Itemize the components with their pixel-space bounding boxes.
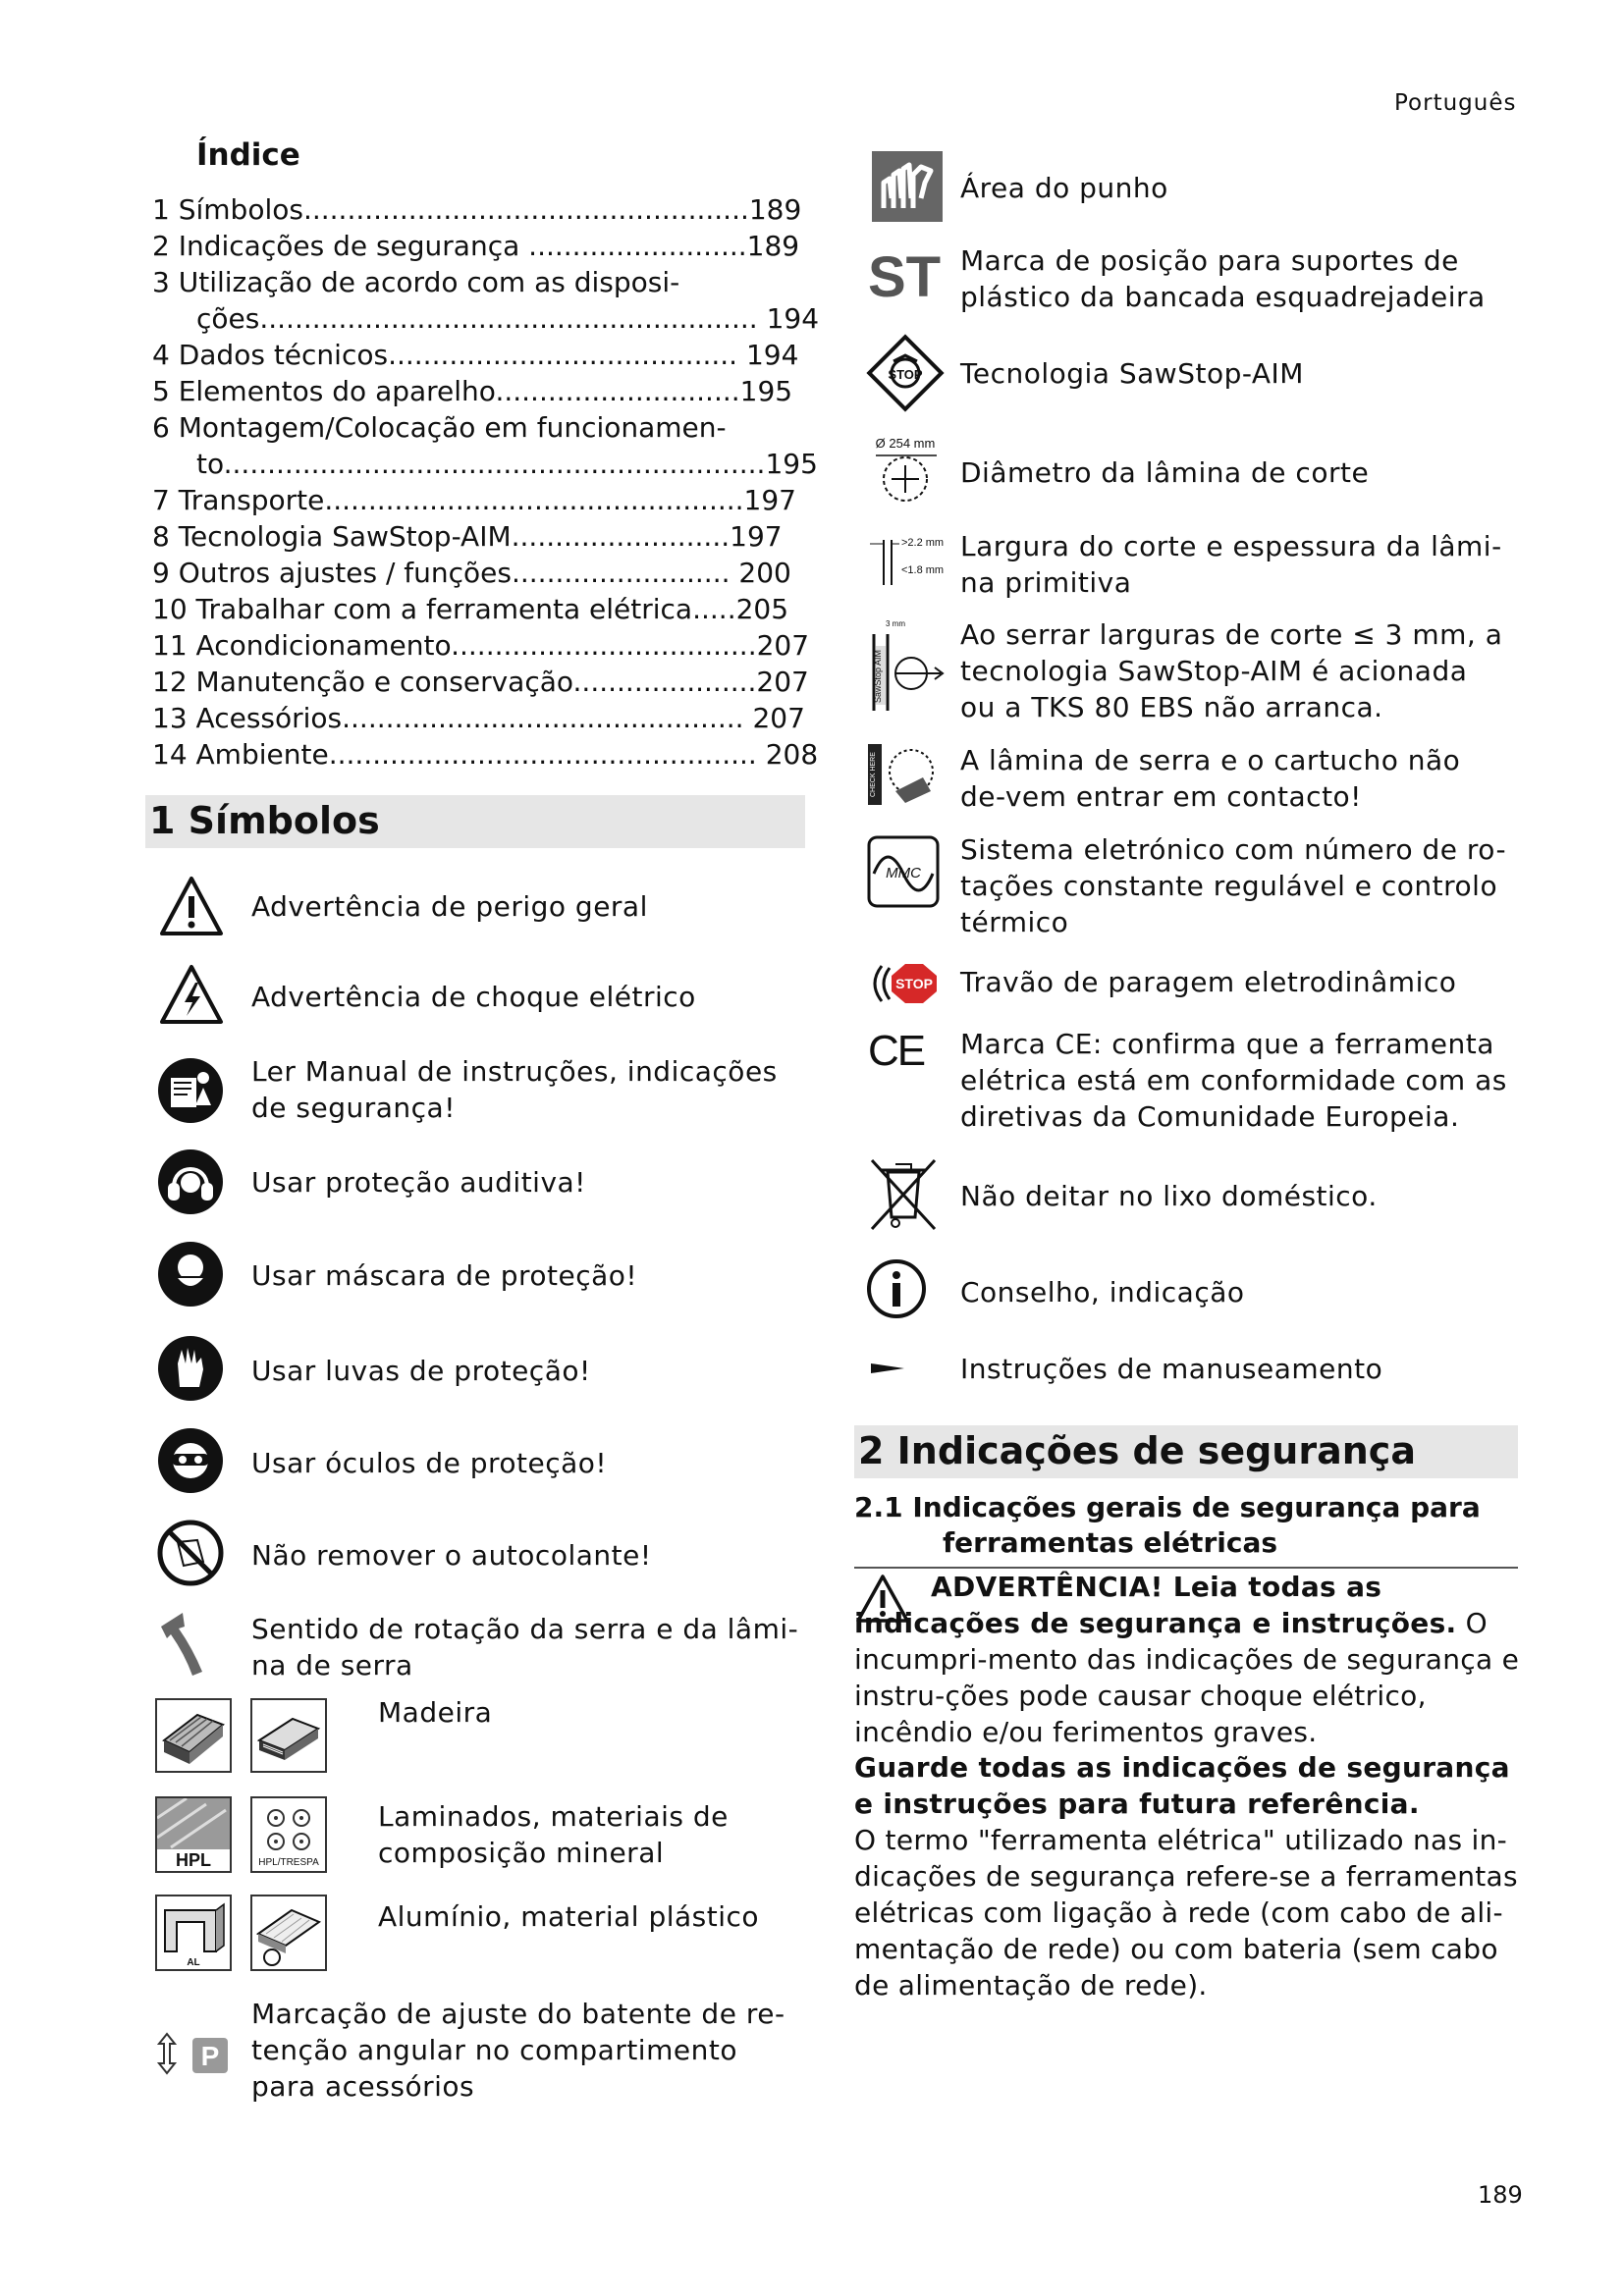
symbol-text: Madeira [378,1696,493,1729]
keep-instructions-text: Guarde todas as indicações de segurança e instruções para futura referência. [854,1751,1510,1820]
three-mm-label: 3 mm [886,619,905,628]
symbol-text: Ler Manual de instruções, indicações de segurança! [251,1055,778,1124]
brake-stop-icon [864,958,950,1009]
hpl-label: HPL [176,1850,211,1870]
aluminium-icon [155,1895,232,1971]
language-label: Português [1394,90,1517,116]
symbol-text: Não remover o autocolante! [251,1539,652,1572]
toc-entry[interactable]: 11 Acondicionamento...................................207 [152,629,810,662]
parking-marker-icon [155,2030,234,2079]
al-label: AL [187,1957,200,1968]
page-number: 189 [1478,2181,1523,2209]
ce-mark-icon: CE [868,1027,925,1075]
mmc-icon [866,834,941,909]
width-18-label: <1.8 mm [901,564,945,576]
symbol-text: Área do punho [960,172,1168,204]
symbol-text: Não deitar no lixo doméstico. [960,1180,1378,1212]
warning-paragraph [854,1569,1522,1750]
toc-entry[interactable]: to..............................................................195 [196,448,818,480]
symbol-text: Usar proteção auditiva! [251,1166,586,1199]
symbol-text: Laminados, materiais de composição mineral [378,1800,729,1869]
info-icon [866,1258,927,1319]
symbol-text: Marca CE: confirma que a ferramenta elétrica está em conformidade com as diretivas da Comunidade Europeia. [960,1028,1507,1133]
symbol-text: Marca de posição para suportes de plástico da bancada esquadrejadeira [960,244,1486,313]
toc-entry[interactable]: 2 Indicações de segurança .........................189 [152,230,800,262]
symbol-text: Advertência de choque elétrico [251,981,696,1013]
toc-entry[interactable]: 3 Utilização de acordo com as disposi- [152,266,680,298]
symbol-text: Diâmetro da lâmina de corte [960,456,1370,489]
symbol-text: Sistema eletrónico com número de ro-tações constante regulável e controlo térmico [960,833,1507,938]
plastic-icon [250,1895,327,1971]
ear-protection-icon [155,1147,226,1217]
electric-shock-icon [157,962,226,1027]
toc-entry[interactable]: 8 Tecnologia SawStop-AIM.........................197 [152,520,783,553]
toc-entry[interactable]: 4 Dados técnicos........................................ 194 [152,339,799,371]
toc-entry[interactable]: 1 Símbolos...................................................189 [152,193,802,226]
read-manual-icon [155,1055,226,1126]
symbol-text: Instruções de manuseamento [960,1353,1383,1385]
warning-bold-text: ADVERTÊNCIA! Leia todas as indicações de segurança e instruções. [854,1571,1457,1639]
table-of-contents [152,191,820,773]
wood-board-icon [250,1698,327,1773]
sawstop-aim-label: SawStop AIM [873,649,883,703]
brake-stop-label: STOP [895,976,933,991]
wood-icon [155,1698,232,1773]
narrow-cut-icon [866,616,947,719]
check-here-label: CHECK HERE [870,752,877,797]
goggles-icon [155,1425,226,1496]
section-2-heading: 2 Indicações de segurança [854,1425,1518,1478]
symbol-text: Usar máscara de proteção! [251,1259,638,1292]
hpl-trespa-icon [250,1796,327,1873]
warning-triangle-icon [157,874,226,938]
no-remove-sticker-icon [155,1518,226,1588]
section-1-heading: 1 Símbolos [145,795,805,848]
symbol-text: Advertência de perigo geral [251,890,648,923]
toc-entry[interactable]: 7 Transporte................................................197 [152,484,796,516]
symbol-text: Ao serrar larguras de corte ≤ 3 mm, a tecnologia SawStop-AIM é acionada ou a TKS 80 EBS não arranca. [960,618,1503,723]
stop-label: STOP [888,367,923,382]
dust-mask-icon [155,1239,226,1309]
toc-entry[interactable]: ções......................................................... 194 [196,302,820,335]
toc-entry[interactable]: 14 Ambiente................................................. 208 [152,738,819,771]
toc-entry[interactable]: 9 Outros ajustes / funções......................... 200 [152,557,791,589]
handling-arrow-icon [868,1359,907,1378]
subsection-title-line-2: ferramentas elétricas [943,1526,1278,1559]
toc-title: Índice [196,137,300,173]
gloves-icon [155,1333,226,1404]
width-22-label: >2.2 mm [901,537,945,549]
symbol-text: Usar luvas de proteção! [251,1355,591,1387]
symbol-text: Sentido de rotação da serra e da lâmi-na de serra [251,1613,799,1682]
symbol-text: A lâmina de serra e o cartucho não de-vem entrar em contacto! [960,744,1461,813]
rotation-arrow-icon [155,1608,214,1679]
symbol-text: Travão de paragem eletrodinâmico [960,966,1457,998]
grip-area-icon [870,149,945,224]
diameter-label: Ø 254 mm [875,436,936,451]
symbol-text: Tecnologia SawStop-AIM [960,357,1304,390]
kerf-width-icon [866,530,947,593]
cartridge-contact-icon [866,742,947,807]
symbol-text: Conselho, indicação [960,1276,1245,1308]
laminate-icon [155,1796,232,1873]
symbol-text: Usar óculos de proteção! [251,1447,608,1479]
symbol-text: Marcação de ajuste do batente de re-tenção angular no compartimento para acessórios [251,1998,785,2103]
sawstop-icon [866,334,945,412]
blade-diameter-icon [866,436,947,508]
definition-paragraph: O termo "ferramenta elétrica" utilizado nas in-dicações de segurança refere-se a ferramentas elétricas com ligação à rede (com cabo de ali-mentação de rede) ou com bateria (sem cabo de alimentação de rede). [854,1824,1518,2002]
toc-entry[interactable]: 5 Elementos do aparelho............................195 [152,375,793,407]
toc-entry[interactable]: 6 Montagem/Colocação em funcionamen- [152,411,727,444]
p-label: P [200,2041,220,2071]
mmc-label: MMC [886,865,921,881]
toc-entry[interactable]: 13 Acessórios.............................................. 207 [152,702,805,734]
symbol-text: Largura do corte e espessura da lâmi-na primitiva [960,530,1502,599]
symbol-text: Alumínio, material plástico [378,1900,760,1933]
toc-entry[interactable]: 12 Manutenção e conservação.....................207 [152,666,809,698]
no-household-waste-icon [866,1154,941,1235]
subsection-title-line-1: 2.1 Indicações gerais de segurança para [854,1491,1481,1523]
hpl-trespa-label: HPL/TRESPA [258,1857,319,1868]
warning-text: O incumpri-mento das indicações de segurança e instru-ções pode causar choque elétrico, incêndio e/ou ferimentos graves. [854,1607,1520,1748]
toc-entry[interactable]: 10 Trabalhar com a ferramenta elétrica.....205 [152,593,789,625]
subsection-2-1-heading [854,1490,1518,1569]
st-mark-icon: ST [868,245,942,309]
